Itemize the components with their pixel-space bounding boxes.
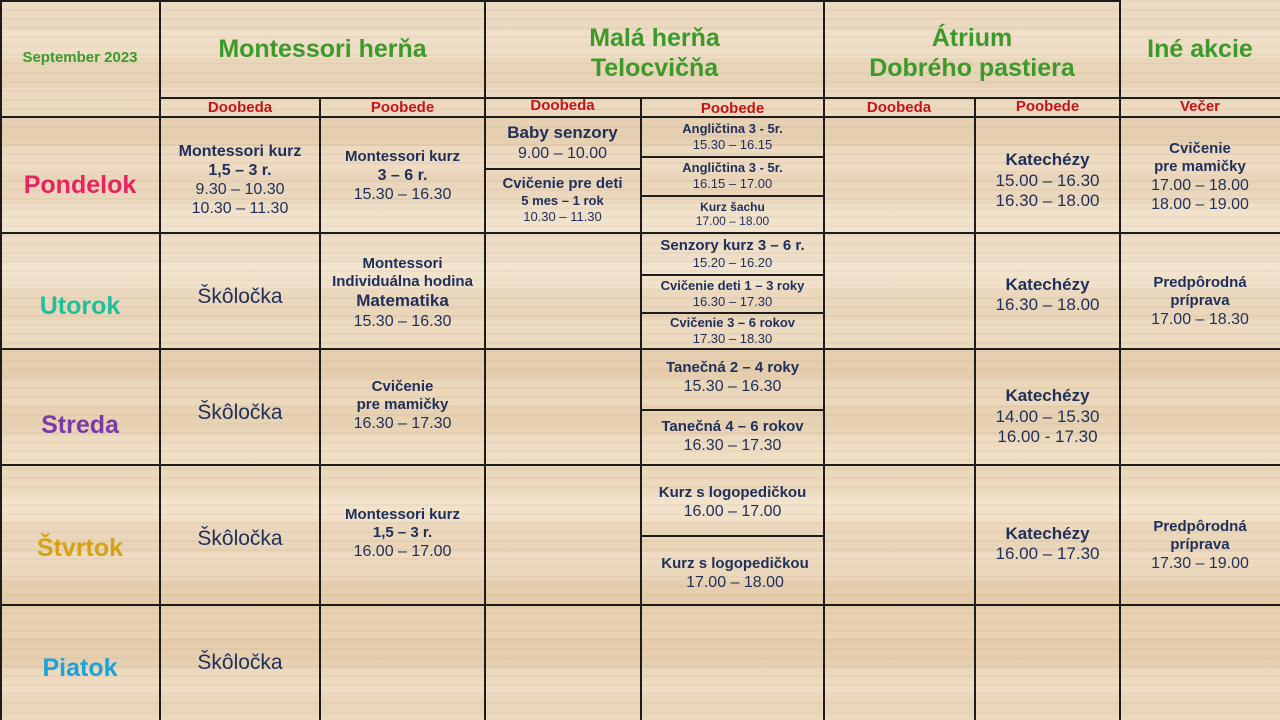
event-title: Cvičenie	[1169, 139, 1231, 157]
event-title: Predpôrodná	[1153, 518, 1247, 536]
event-subtitle: príprava	[1170, 292, 1230, 310]
event-subtitle: 3 – 6 r.	[377, 166, 428, 184]
event-title: Kurz s logopedičkou	[661, 555, 809, 573]
subheader-label: Večer	[1179, 97, 1221, 115]
event-title: Katechézy	[1005, 150, 1090, 170]
event-time: 15.30 – 16.15	[692, 137, 773, 152]
event-time: 17.30 – 19.00	[1151, 555, 1249, 573]
event-cell	[160, 390, 320, 436]
room-montessori	[160, 0, 485, 97]
day-label-wednesday	[0, 349, 160, 464]
subheader	[485, 96, 640, 115]
event-cell	[975, 516, 1120, 572]
subheader	[975, 97, 1120, 116]
event-title: Tanečná 2 – 4 roky	[665, 359, 800, 377]
event-cell	[485, 118, 640, 168]
subheader-label: Poobede	[370, 98, 435, 116]
event-subtitle: pre mamičky	[356, 396, 449, 414]
event-title: Katechézy	[1005, 386, 1090, 406]
event-time: 17.00 – 18.30	[1151, 311, 1249, 329]
event-title: Cvičenie	[371, 378, 434, 396]
room-title: Montessori herňa	[218, 34, 427, 63]
event-title: Angličtina 3 - 5r.	[682, 121, 783, 137]
event-time: 18.00 – 19.00	[1151, 196, 1249, 213]
event-cell	[160, 640, 320, 686]
event-cell	[641, 157, 824, 195]
event-title: Škôločka	[197, 651, 283, 675]
event-title: Cvičenie pre deti	[502, 175, 623, 193]
event-time: 15.20 – 16.20	[692, 254, 773, 270]
event-time: 9.30 – 10.30	[195, 181, 285, 198]
event-title: Škôločka	[197, 285, 283, 309]
event-cell	[160, 274, 320, 320]
event-subtitle: 1,5 – 3 r.	[208, 161, 272, 179]
event-title: Tanečná 4 – 6 rokov	[661, 418, 804, 436]
subheader	[320, 98, 485, 117]
event-cell	[641, 412, 824, 462]
event-title: Škôločka	[197, 401, 283, 425]
event-subtitle: pre mamičky	[1154, 157, 1246, 175]
day-name: Streda	[41, 410, 119, 439]
room-title: Telocvičňa	[590, 54, 719, 82]
event-cell	[641, 233, 824, 274]
event-title: Cvičenie 3 – 6 rokov	[669, 314, 795, 330]
event-time: 16.30 – 17.30	[692, 293, 773, 309]
grid-line	[640, 409, 824, 411]
day-name: Štvrtok	[36, 533, 124, 562]
event-time: 15.00 – 16.30	[995, 170, 1100, 190]
subheader	[824, 98, 974, 117]
event-title: Angličtina 3 - 5r.	[682, 160, 783, 176]
event-time: 16.30 – 17.30	[353, 415, 452, 433]
day-label-thursday	[0, 465, 160, 604]
event-time: 15.30 – 16.30	[353, 186, 452, 203]
subheader-label: Doobeda	[866, 98, 932, 116]
event-time: 14.00 – 15.30	[995, 406, 1100, 426]
subheader-label: Poobede	[1015, 97, 1080, 115]
event-time: 17.30 – 18.30	[692, 330, 773, 346]
event-title: Kurz s logopedičkou	[658, 484, 807, 502]
event-subtitle: 1,5 – 3 r.	[372, 524, 433, 542]
day-label-tuesday	[0, 233, 160, 348]
event-time: 17.00 – 18.00	[686, 574, 784, 592]
room-atrium	[824, 8, 1120, 98]
event-cell	[641, 352, 824, 404]
event-time: 16.00 - 17.30	[997, 427, 1098, 447]
event-cell	[641, 275, 824, 312]
event-cell	[975, 140, 1120, 222]
subheader	[641, 99, 824, 118]
event-cell	[641, 118, 824, 156]
event-cell	[1120, 130, 1280, 224]
event-title: Montessori kurz	[344, 506, 461, 524]
event-subtitle: 5 mes – 1 rok	[521, 193, 604, 209]
event-title: Predpôrodná	[1153, 274, 1247, 292]
day-name: Pondelok	[23, 170, 137, 199]
event-subtitle: Individuálna hodina	[332, 273, 473, 291]
event-cell	[641, 476, 824, 530]
grid-line	[640, 535, 824, 537]
event-cell	[320, 370, 485, 442]
event-cell	[975, 376, 1120, 458]
event-time: 16.00 – 17.00	[353, 543, 452, 561]
room-mala	[485, 8, 824, 98]
event-time: 16.30 – 17.30	[683, 437, 782, 455]
event-cell	[160, 516, 320, 562]
month-label	[0, 0, 160, 116]
room-title: Dobrého pastiera	[869, 54, 1075, 82]
day-name: Utorok	[39, 291, 121, 320]
room-title: Malá herňa	[589, 24, 720, 52]
event-cell	[975, 266, 1120, 324]
month-text: September 2023	[22, 49, 138, 66]
event-cell	[485, 169, 640, 231]
room-title: Átrium	[931, 24, 1013, 52]
day-name: Piatok	[42, 653, 118, 682]
event-time: 16.00 – 17.00	[683, 503, 782, 521]
event-time: 16.30 – 18.00	[995, 295, 1100, 314]
event-cell	[1120, 510, 1280, 582]
event-cell	[641, 196, 824, 232]
event-time: 9.00 – 10.00	[518, 144, 607, 162]
event-time: 15.30 – 16.30	[353, 312, 452, 330]
event-title: Montessori kurz	[344, 147, 461, 165]
subheader	[160, 98, 320, 117]
event-title: Baby senzory	[507, 123, 618, 143]
event-title: Škôločka	[197, 527, 283, 551]
event-cell	[645, 548, 825, 600]
subheader-label: Doobeda	[207, 98, 273, 116]
room-title: Iné akcie	[1147, 34, 1253, 63]
event-subtitle: príprava	[1170, 536, 1230, 554]
event-title: Montessori kurz	[178, 142, 302, 160]
event-time: 17.00 – 18.00	[1151, 176, 1249, 194]
event-cell	[320, 140, 485, 212]
event-cell	[320, 244, 485, 342]
day-label-friday	[0, 605, 160, 720]
event-title: Kurz šachu	[700, 199, 765, 214]
event-time: 10.30 – 11.30	[523, 209, 602, 224]
subheader-label: Doobeda	[530, 96, 595, 114]
event-title: Katechézy	[1005, 274, 1090, 294]
event-title: Montessori	[362, 255, 443, 273]
subheader-label: Poobede	[700, 99, 765, 117]
event-title: Cvičenie deti 1 – 3 roky	[660, 277, 805, 293]
event-cell	[320, 496, 485, 572]
event-cell	[641, 313, 824, 348]
event-time: 17.00 – 18.00	[695, 214, 770, 228]
event-time: 16.30 – 18.00	[995, 191, 1100, 211]
event-cell	[1120, 266, 1280, 338]
event-time: 16.15 – 17.00	[692, 176, 773, 191]
event-time: 15.30 – 16.30	[683, 378, 782, 396]
event-time: 16.00 – 17.30	[995, 544, 1100, 563]
subheader	[1120, 97, 1280, 116]
event-subtitle: Matematika	[356, 291, 449, 311]
event-title: Katechézy	[1005, 523, 1090, 543]
day-label-monday	[0, 117, 160, 232]
event-cell	[160, 132, 320, 228]
event-time: 10.30 – 11.30	[191, 200, 289, 218]
room-ine	[1120, 0, 1280, 97]
event-title: Senzory kurz 3 – 6 r.	[660, 236, 805, 254]
